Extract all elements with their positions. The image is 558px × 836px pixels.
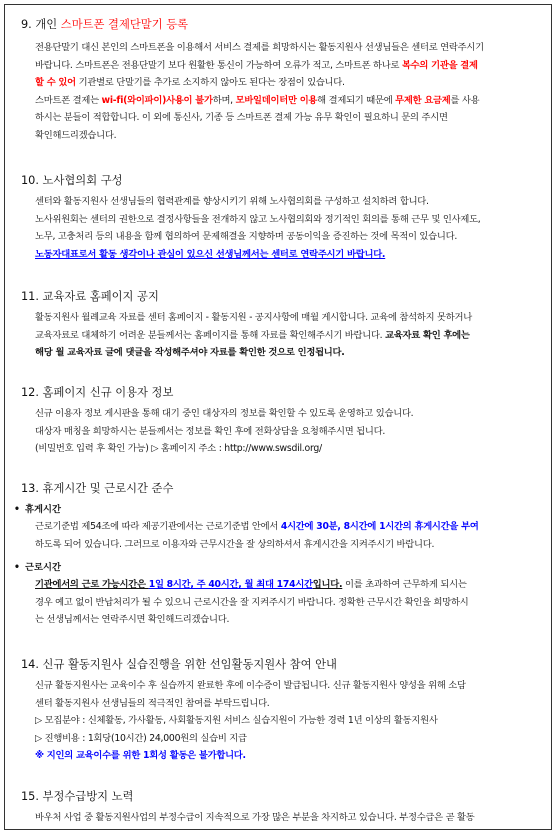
section-education-notice <box>5 289 551 362</box>
section-13-work-body: 기관에서의 근로 가능시간은 1일 8시간, 주 40시간, 월 최대 174시간입니다. 이를 초과하여 근무하게 되시는 경우 예고 없이 반납처리가 될 수 있으니 근로시간을 잘 지켜주시기 바랍니다. 정확한 근무시간 확인을 희망하시 는 선생님께서는 연락주시면 확인해드리겠습니다. <box>35 579 469 626</box>
section-14-heading: 14. 신규 활동지원사 실습진행을 위한 선임활동지원사 참여 안내 <box>21 658 337 671</box>
section-15-body: 바우처 사업 중 활동지원사업의 부정수급이 지속적으로 가장 많은 부분을 차지하고 있습니다. 부정수급은 곧 활동 <box>35 812 475 823</box>
section-15-heading: 15. 부정수급방지 노력 <box>21 790 134 803</box>
section-14-body: 신규 활동지원사는 교육이수 후 실습까지 완료한 후에 이수증이 발급됩니다. 신규 활동지원사 양성을 위해 소담 센터 활동지원사 선생님들의 적극적인 참여를 부탁드립니다. ▷ 모집분야 : 신체활동, 가사활동, 사회활동지원 서비스 실습지원이 가능한 경력 1년 이상의 활동지원사 ▷ 진행비용 : 1회당(10시간) 24,000원의 실습비 지급 ※ 지인의 교육이수를 위한 1회성 활동은 불가합니다. <box>35 680 466 762</box>
section-13-heading: 13. 휴게시간 및 근로시간 준수 <box>21 482 174 495</box>
section-smartphone-payment <box>5 17 551 145</box>
bullet-work-time: • 근로시간 <box>25 559 551 576</box>
newsletter-page <box>4 4 552 830</box>
section-9-body: 전용단말기 대신 본인의 스마트폰을 이용해서 서비스 결제를 희망하시는 활동지원사 선생님들은 센터로 연락주시기 바랍니다. 스마트폰은 전용단말기 보다 원활한 통신이 가능하여 오류가 적고, 스마트폰 하나로 복수의 기관을 결제 할 수 있어 기관별로 단말기를 추가로 소지하지 않아도 된다는 장점이 있습니다. 스마트폰 결제는 wi-fi(와이파이)사용이 불가하며, 모바일데이터만 이용해 결제되기 때문에 무제한 요금제를 사용 하시는 분들이 적합합니다. 이 외에 통신사, 기종 등 스마트폰 결제 가능 유무 확인이 필요하니 문의 주시면 확인해드리겠습니다. <box>35 42 484 141</box>
bullet-break-time: • 휴게시간 <box>25 501 551 518</box>
section-labor-council <box>5 173 551 263</box>
section-9-heading: 9. 개인 스마트폰 결제단말기 등록 <box>21 18 189 31</box>
section-break-work-hours <box>5 481 551 629</box>
section-11-heading: 11. 교육자료 홈페이지 공지 <box>21 290 159 303</box>
section-12-body: 신규 이용자 정보 게시판을 통해 대기 중인 대상자의 정보를 확인할 수 있도록 운영하고 있습니다. 대상자 매칭을 희망하시는 분들께서는 정보를 확인 후에 전화상담을 요청해주시면 됩니다. (비밀번호 입력 후 확인 가능) ▷ 홈페이지 주소 : http://www.swsdil.org/ <box>35 408 414 455</box>
section-12-heading: 12. 홈페이지 신규 이용자 정보 <box>21 386 174 399</box>
section-new-user-info <box>5 385 551 458</box>
section-practice-mentor <box>5 657 551 765</box>
section-10-body: 센터와 활동지원사 선생님들의 협력관계를 향상시키기 위해 노사협의회를 구성하고 설치하려 합니다. 노사위원회는 센터의 권한으로 결정사항들을 전개하지 않고 노사협의회와 정기적인 회의를 통해 근무 및 인사제도, 노무, 고충처리 등의 내용을 함께 협의하여 문제해결을 지향하며 공동이익을 증진하는 것에 목적이 있습니다. 노동자대표로서 활동 생각이나 관심이 있으신 선생님께서는 센터로 연락주시기 바랍니다. <box>35 196 481 260</box>
section-13-break-body: 근로기준법 제54조에 따라 제공기관에서는 근로기준법 안에서 4시간에 30분, 8시간에 1시간의 휴게시간을 부여 하도록 되어 있습니다. 그러므로 이용자와 근무시간을 잘 상의하셔서 휴게시간을 지켜주시기 바랍니다. <box>35 521 479 550</box>
section-fraud-prevention <box>5 789 551 827</box>
section-10-heading: 10. 노사협의회 구성 <box>21 174 123 187</box>
section-11-body: 활동지원사 월례교육 자료를 센터 홈페이지 - 활동지원 - 공지사항에 매월 게시합니다. 교육에 참석하지 못하거나 교육자료로 대체하기 어려운 분들께서는 홈페이지를 통해 자료를 확인해주시기 바랍니다. 교육자료 확인 후에는 해당 월 교육자료 글에 댓글을 작성해주셔야 자료를 확인한 것으로 인정됩니다. <box>35 312 472 359</box>
